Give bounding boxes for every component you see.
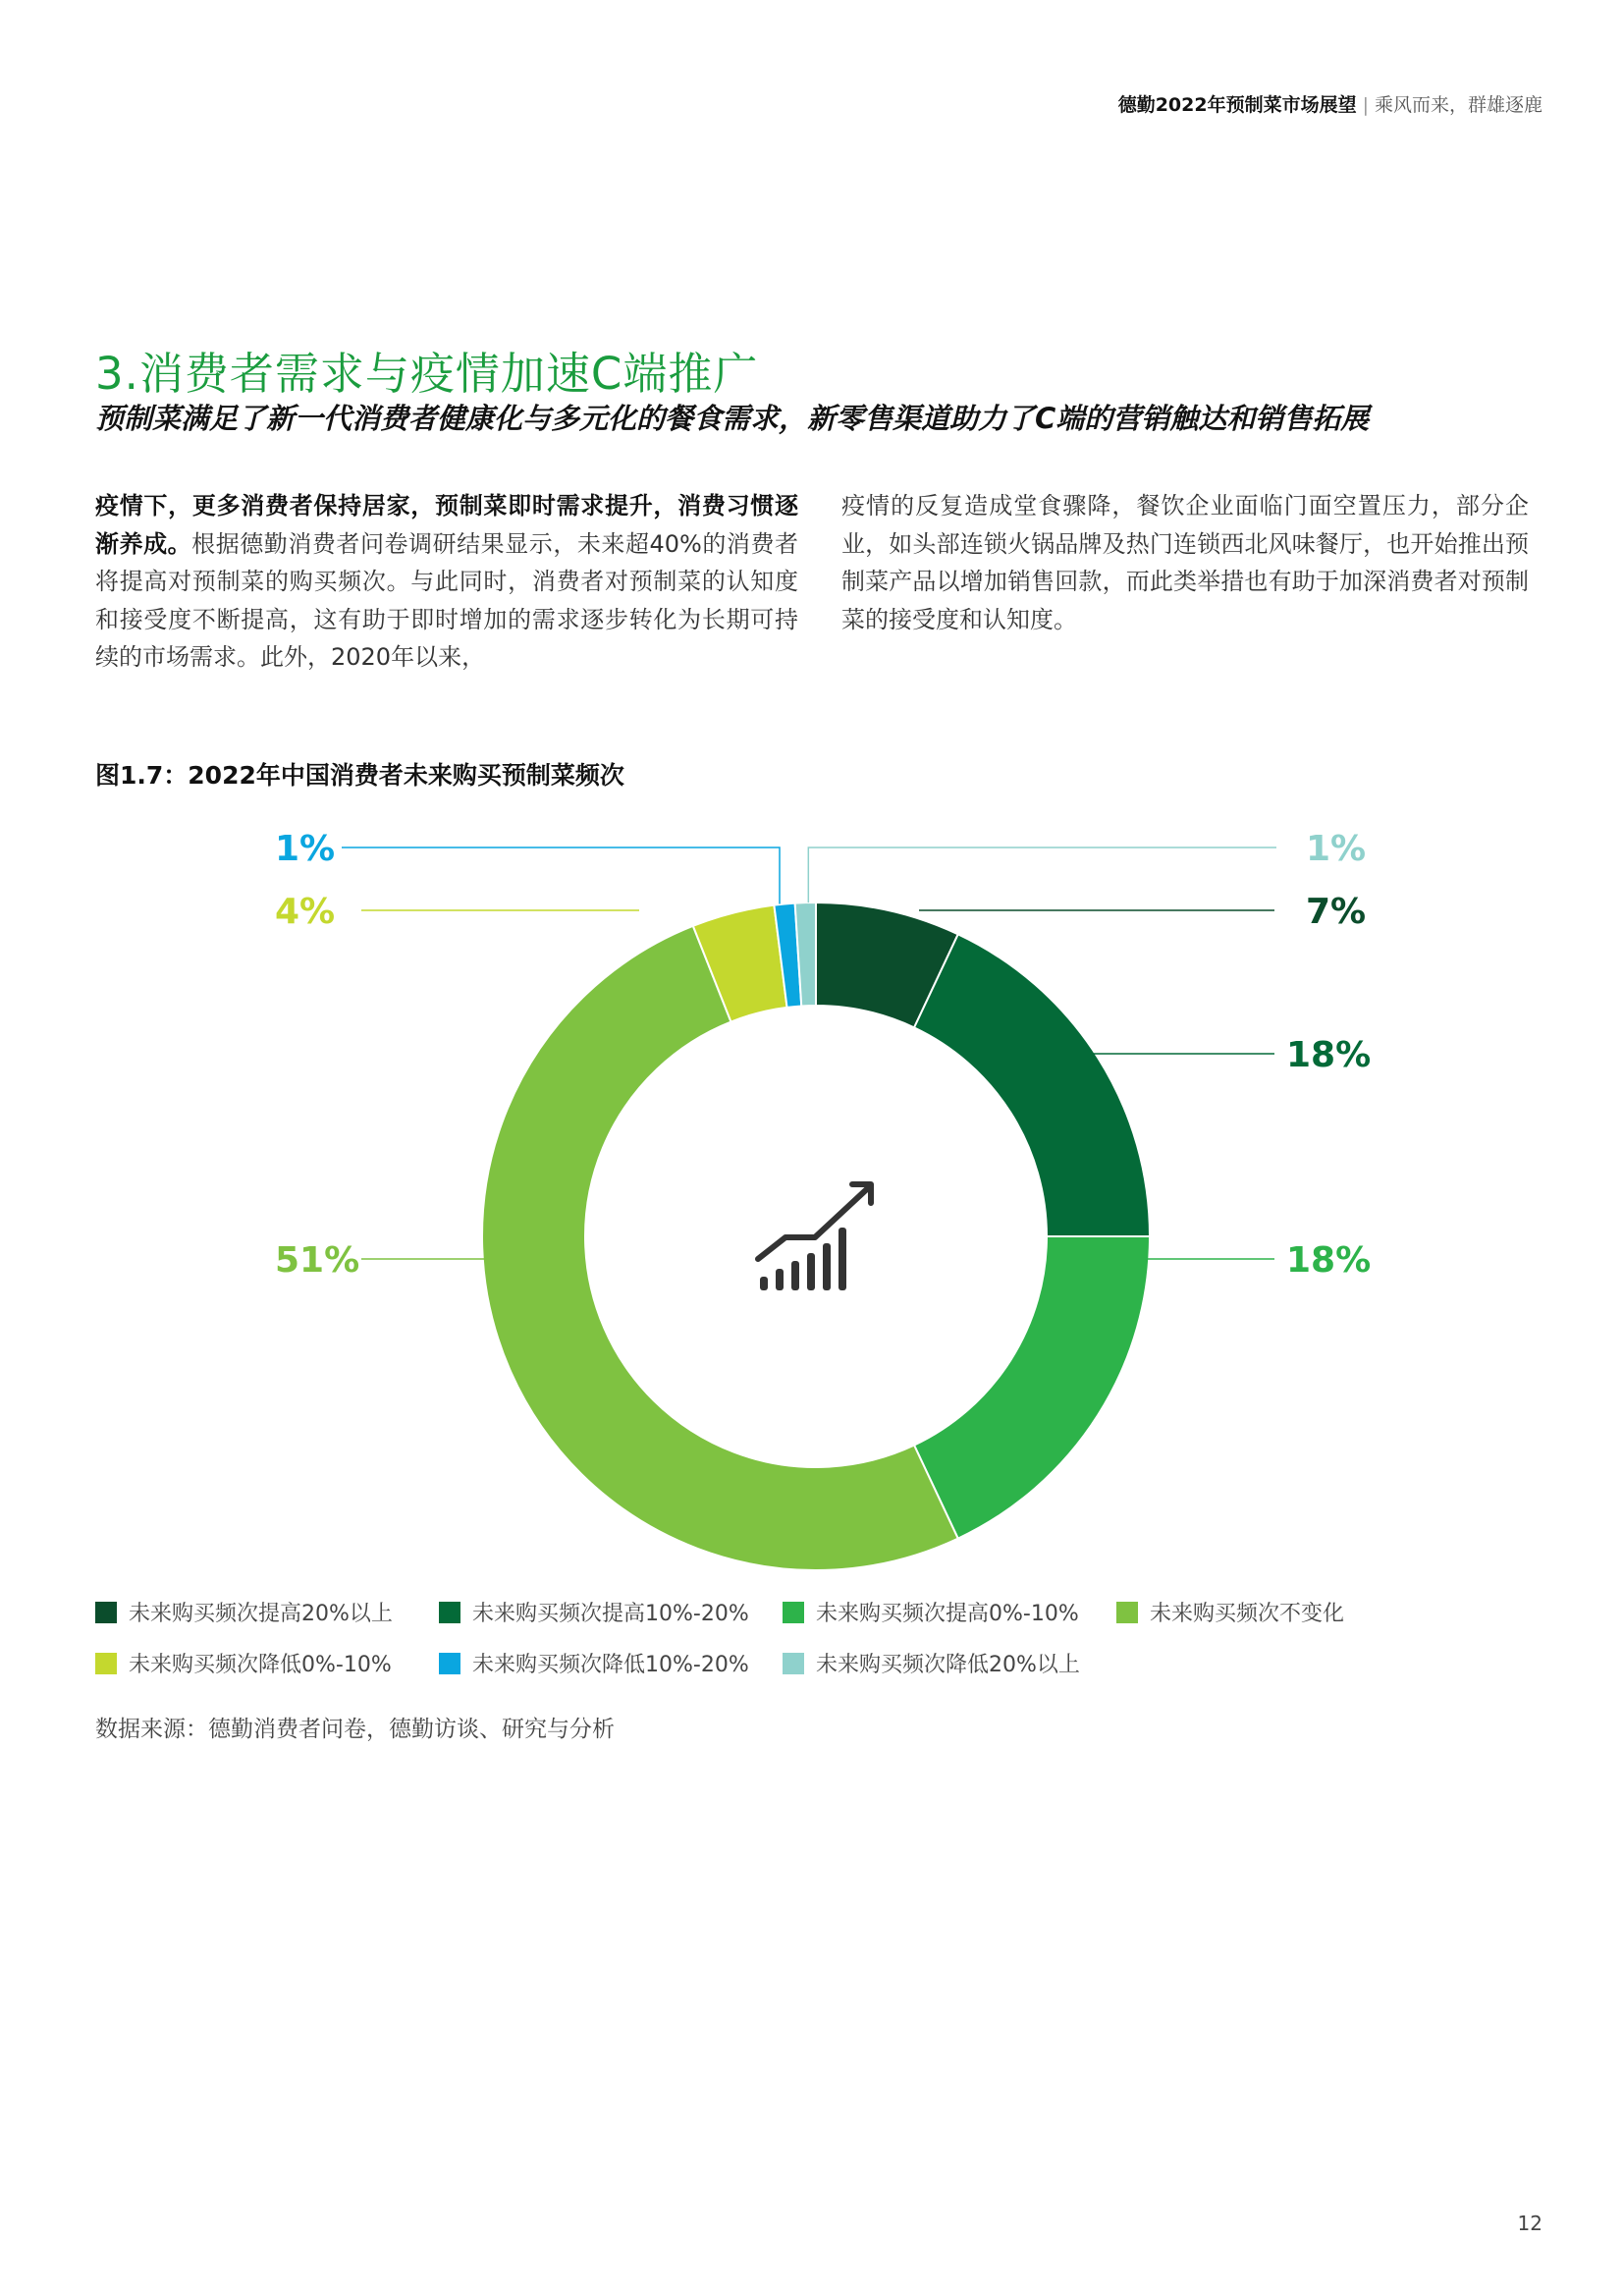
growth-bar-5 [823, 1243, 831, 1290]
growth-bar-2 [776, 1269, 784, 1290]
body-left-column [95, 487, 798, 677]
data-label-no-change: 51% [275, 1240, 360, 1281]
data-label-up-0-10: 18% [1286, 1240, 1372, 1281]
slice-up-10-20 [914, 934, 1150, 1236]
legend-item-up-0-10 [783, 1597, 1079, 1627]
legend-item-down-20-plus [783, 1648, 1080, 1678]
legend-swatch [95, 1602, 117, 1623]
legend-label: 未来购买频次降低20%以上 [816, 1653, 1080, 1677]
legend-swatch [439, 1602, 460, 1623]
data-source: 数据来源：德勤消费者问卷，德勤访谈、研究与分析 [95, 1717, 615, 1742]
data-label-up-10-20: 18% [1286, 1035, 1372, 1075]
legend-label: 未来购买频次不变化 [1150, 1602, 1345, 1626]
growth-bar-1 [760, 1277, 768, 1290]
legend-swatch [783, 1602, 804, 1623]
legend-label: 未来购买频次提高10%-20% [472, 1602, 749, 1626]
header-separator: | [1362, 94, 1369, 116]
chart-data-labels [275, 829, 1371, 1281]
section-title: 3.消费者需求与疫情加速C端推广 [95, 348, 759, 400]
leader-line-down-20-plus [808, 847, 1276, 902]
body-right-text: 疫情的反复造成堂食骤降，餐饮企业面临门面空置压力，部分企业，如头部连锁火锅品牌及热门连锁西北风味餐厅，也开始推出预制菜产品以增加销售回款，而此类举措也有助于加深消费者对预制菜的接受度和认知度。 [841, 492, 1529, 633]
growth-bar-chart-icon [758, 1184, 871, 1290]
report-title: 德勤2022年预制菜市场展望 [1117, 94, 1357, 116]
growth-bar-6 [839, 1228, 846, 1290]
legend-swatch [439, 1653, 460, 1674]
donut-chart [0, 815, 1623, 1591]
page-number: 12 [1517, 2212, 1542, 2235]
growth-trend-line [758, 1186, 870, 1259]
legend-label: 未来购买频次提高20%以上 [129, 1602, 393, 1626]
figure-title: 图1.7：2022年中国消费者未来购买预制菜频次 [95, 761, 624, 790]
legend-label: 未来购买频次提高0%-10% [816, 1602, 1079, 1626]
slice-up-0-10 [914, 1236, 1150, 1539]
growth-bar-4 [807, 1253, 815, 1290]
page-header [1118, 90, 1542, 117]
legend-swatch [1116, 1602, 1138, 1623]
legend-swatch [783, 1653, 804, 1674]
data-label-down-20-plus: 1% [1306, 829, 1367, 869]
body-lead-bold: 疫情下，更多消费者保持居家，预制菜即时需求提升，消费习惯逐渐养成。 [95, 492, 798, 558]
legend-label: 未来购买频次降低10%-20% [472, 1653, 749, 1677]
data-label-up-20-plus: 7% [1306, 892, 1367, 932]
data-label-down-10-20: 1% [275, 829, 336, 869]
slice-no-change [482, 926, 958, 1570]
body-right-column [841, 487, 1529, 638]
legend-item-down-0-10 [95, 1648, 392, 1678]
body-left-text: 根据德勤消费者问卷调研结果显示，未来超40%的消费者将提高对预制菜的购买频次。与此同时，消费者对预制菜的认知度和接受度不断提高，这有助于即时增加的需求逐步转化为长期可持续的市场需求。此外，2020年以来， [95, 529, 798, 671]
legend-item-no-change [1116, 1597, 1344, 1627]
report-subtitle: 乘风而来，群雄逐鹿 [1374, 94, 1542, 116]
legend-item-down-10-20 [439, 1648, 749, 1678]
section-subtitle: 预制菜满足了新一代消费者健康化与多元化的餐食需求，新零售渠道助力了C端的营销触达和销售拓展 [95, 402, 1370, 435]
legend-item-up-10-20 [439, 1597, 749, 1627]
leader-line-down-10-20 [342, 847, 780, 904]
legend-item-up-20-plus [95, 1597, 393, 1627]
legend-swatch [95, 1653, 117, 1674]
growth-bar-3 [791, 1261, 799, 1290]
data-label-down-0-10: 4% [275, 892, 336, 932]
legend-label: 未来购买频次降低0%-10% [129, 1653, 392, 1677]
